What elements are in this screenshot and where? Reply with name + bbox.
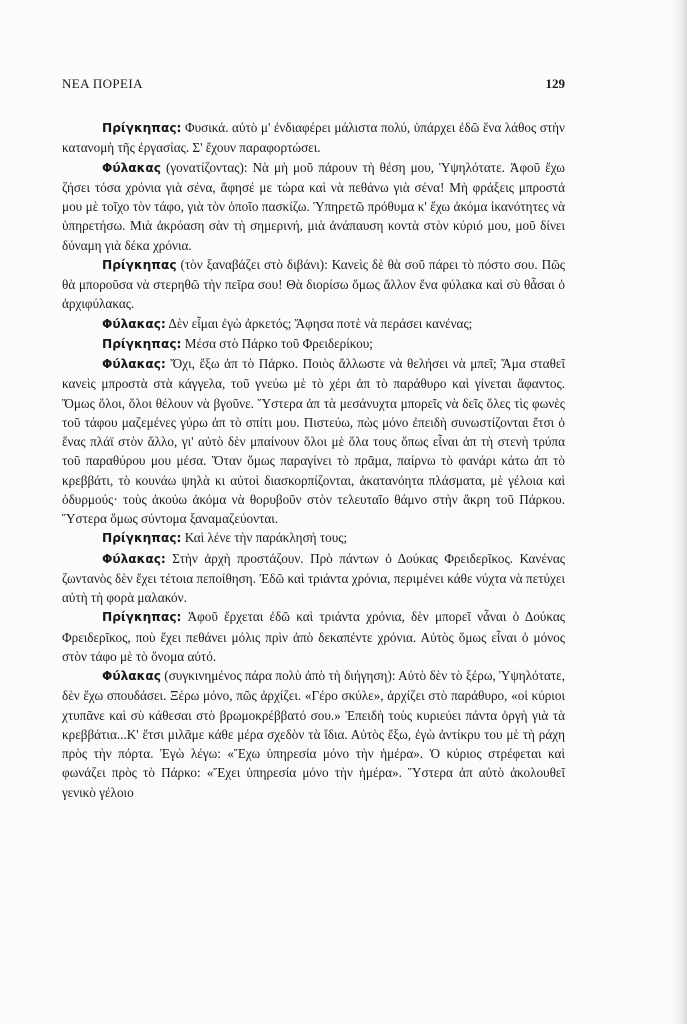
speaker-name: Φύλακας:: [102, 357, 166, 371]
paragraph-text: Φυσικά. αὐτὸ μ' ἐνδιαφέρει μάλιστα πολύ, ὑπάρχει ἐδῶ ἕνα λάθος στὴν κατανομὴ τῆς ἐργασίας. Σ' ἔχουν παραφορτώσει.: [62, 120, 565, 156]
paragraph-text: (συγκινημένος πάρα πολὺ ἀπὸ τὴ διήγηση): Αὐτὸ δὲν τὸ ξέρω, Ὑψηλότατε, δὲν ἔχω σπουδάσει. Ξέρω μόνο, πῶς ἀρχίζει. «Γέρο σκύλε», ἀρχίζει στὸ παράθυρο, «οἱ κύριοι χτυπᾶνε καὶ σὺ κάθεσαι στὸ βρωμοκρέββατό σου.» Ἐπειδὴ τοὺς κυριεύει πάντα ὀργὴ γιὰ τὰ κρεββάτια...Κ' ἔτσι μιλᾶμε κάθε μέρα σχεδὸν τὰ ἴδια. Αὐτὸς ἔξω, ἐγὼ ἀντίκρυ του μὲ τὴ ράχη πρὸς τὴν πόρτα. Ἐγὼ λέγω: «Ἔχω ὑπηρεσία μόνο τὴν ἡμέρα». Ὁ κύριος στρέφεται καὶ φωνάζει πρὸς τὸ Πάρκο: «Ἔχει ὑπηρεσία μόνο τὴν ἡμέρα». Ὕστερα ἀπ αὐτὸ ἀκολουθεῖ γενικὸ γέλοιο: [62, 668, 565, 800]
speaker-name: Φύλακας: [102, 160, 161, 175]
paragraph: [62, 666, 565, 802]
running-head: ΝΕΑ ΠΟΡΕΙΑ: [62, 76, 143, 91]
paragraph-text: Ἀφοῦ ἔρχεται ἐδῶ καὶ τριάντα χρόνια, δὲν μπορεῖ νἆναι ὁ Δούκας Φρειδερῖκος, ποὺ ἔχει πεθάνει μόλις πρὶν ἀπὸ δεκαπέντε χρόνια. Αὐτὸς ὅμως εἶναι ὁ μόνος στὸν τάφο μὲ τὸ ὄνομα αὐτό.: [62, 609, 565, 664]
paragraph: [62, 354, 565, 528]
paragraph-text: Στὴν ἀρχὴ προστάζουν. Πρὸ πάντων ὁ Δούκας Φρειδερῖκος. Κανένας ζωντανὸς δὲν ἔχει τέτοια πεποίθηση. Ἐδῶ καὶ τριάντα χρόνια, περιμένει κάθε νύχτα νὰ πετύχει αὐτὴ τὴ φορὰ μαλακόν.: [62, 550, 565, 605]
speaker-name: Φύλακας:: [102, 316, 166, 331]
page-header: [62, 76, 565, 92]
paragraph: [62, 158, 565, 255]
paragraph: [62, 118, 565, 158]
speaker-name: Πρίγκηπας:: [102, 610, 182, 625]
paragraph: [62, 528, 565, 548]
paragraph: [62, 314, 565, 334]
paragraph-text: (τὸν ξαναβάζει στὸ διβάνι): Κανεὶς δὲ θὰ σοῦ πάρει τὸ πόστο σου. Πῶς θὰ μποροῦσα νὰ στερηθῶ τὴν πεῖρα σου! Θὰ διορίσω ὅμως ἄλλον ἕνα φύλακα καὶ σὺ θἆσαι ὁ ἀρχιφύλακας.: [62, 256, 565, 312]
paragraph: [62, 549, 565, 608]
speaker-name: Φύλακας:: [102, 551, 166, 566]
paragraph-text: (γονατίζοντας): Νὰ μὴ μοῦ πάρουν τὴ θέση μου, Ὑψηλότατε. Ἀφοῦ ἔχω ζήσει τόσα χρόνια γιὰ σένα, ἄφησέ με τώρα καὶ νὰ πεθάνω γιὰ σένα! Μὴ φράξεις μπροστά μου μὲ τοῖχο τὸν τάφο, γιὰ τὸν ὁποῖο πασκίζω. Ὑπηρετῶ πρόθυμα κ' ἔχω ἀκόμα ἱκανότητες νὰ ὑπηρετήσω. Μιὰ ἀκρόαση σὰν τὴ σημερινή, μιὰ ἀνάπαυση κοντὰ στὸν κύριό μου, μοῦ δίνει δύναμη γιὰ δέκα χρόνια.: [62, 159, 565, 253]
paragraph-text: Μέσα στὸ Πάρκο τοῦ Φρειδερίκου;: [181, 335, 373, 351]
speaker-name: Πρίγκηπας: [102, 257, 177, 272]
body-text: [62, 118, 565, 802]
page-number: 129: [545, 76, 565, 91]
paragraph: [62, 334, 565, 354]
speaker-name: Πρίγκηπας:: [102, 336, 182, 351]
paragraph: [62, 255, 565, 314]
paragraph: [62, 607, 565, 666]
binding-shadow: [673, 0, 687, 1024]
speaker-name: Φύλακας: [102, 669, 161, 683]
paragraph-text: Ὄχι, ἔξω ἀπ τὸ Πάρκο. Ποιὸς ἄλλωστε νὰ θελήσει νὰ μπεῖ; Ἅμα σταθεῖ κανεὶς μπροστὰ στὰ κάγγελα, τοῦ γνεύω μὲ τὸ χέρι ἀπ τὸ παράθυρο καὶ γίνεται ἄφαντος. Ὅμως ὅλοι, ὅλοι θέλουν νὰ βγοῦνε. Ὕστερα ἀπ τὰ μεσάνυχτα μπορεῖς νὰ δεῖς ὅλες τὶς φωνὲς τοῦ τάφου μαζεμένες γύρω ἀπ τὸ σπίτι μου. Πιστεύω, πὼς μόνο ἐπειδὴ συνωστίζονται ἔτσι ὁ ἕνας πλάϊ στὸν ἄλλο, γι' αὐτὸ δὲν μπαίνουν ὅλοι μὲ ὅλα τους ὅπως εἶναι ἀπ τὴ στενὴ τρύπα τοῦ παραθύρου μου μέσα. Ὅταν ὅμως παραγίνει τὸ πρᾶμα, παίρνω τὸ φανάρι κάτω ἀπ τὸ κρεββάτι, τὸ κουνάω ψηλὰ κι αὐτοὶ διασκορπίζονται, ἀκατανόητα πλάσματα, μὲ γέλοια καὶ ὀδυρμούς· τοὺς ἀκούω ἀκόμα νὰ θορυβοῦν στὸν τελευταῖο θάμνο στὴν ἄκρη τοῦ Πάρκου. Ὕστερα ὅμως σύντομα ξαναμαζεύονται.: [62, 356, 565, 526]
speaker-name: Πρίγκηπας:: [102, 121, 182, 135]
paragraph-text: Καὶ λένε τὴν παράκλησή τους;: [181, 530, 348, 546]
speaker-name: Πρίγκηπας:: [102, 531, 182, 546]
paragraph-text: Δὲν εἶμαι ἐγὼ ἀρκετός; Ἄφησα ποτὲ νὰ περάσει κανένας;: [165, 315, 473, 331]
